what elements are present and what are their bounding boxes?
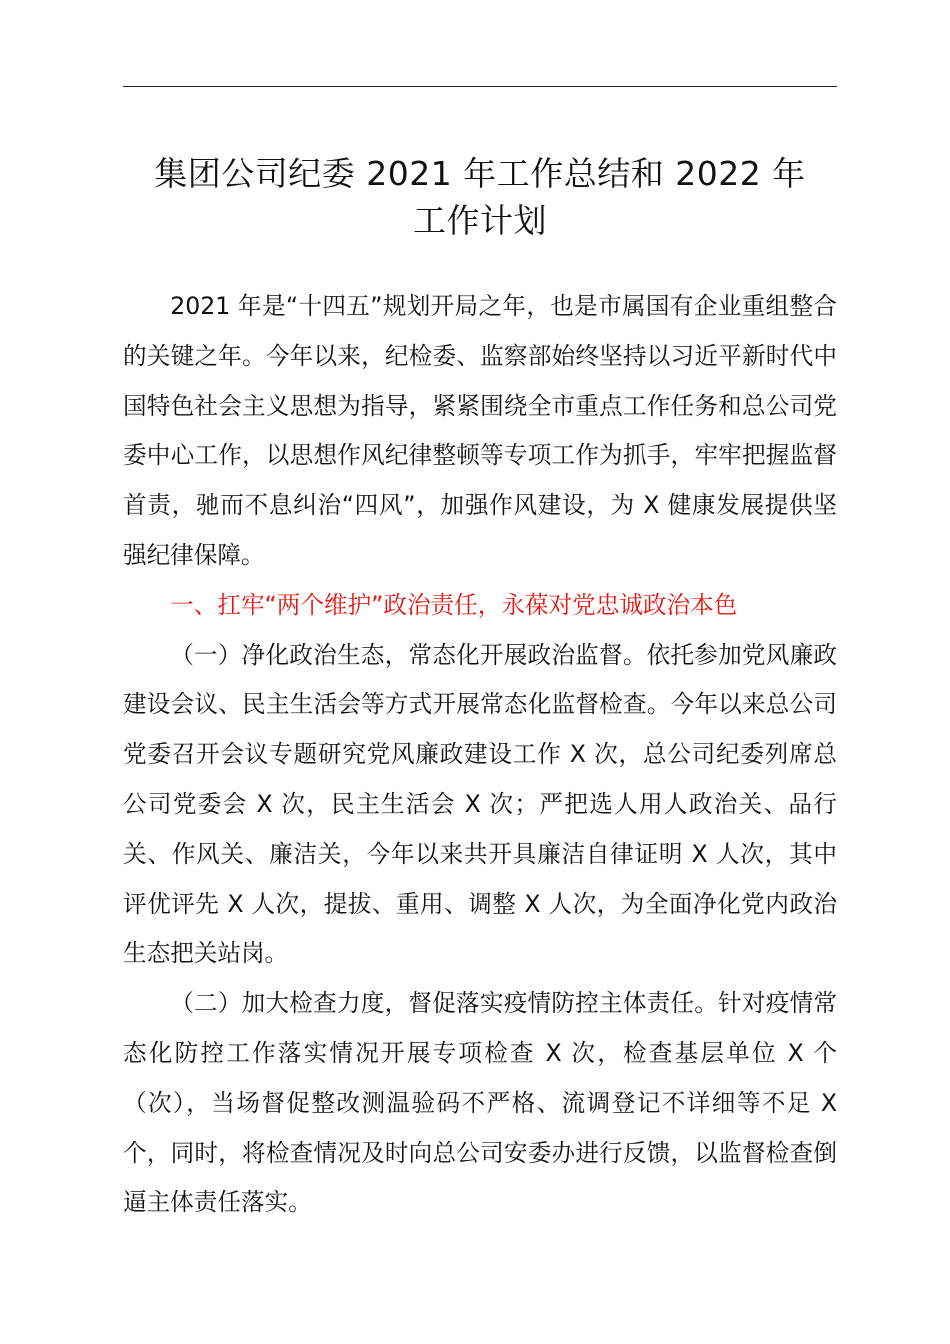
document-body [123,282,837,1228]
section-heading-1: 一、扛牢“两个维护”政治责任，永葆对党忠诚政治本色 [170,590,738,619]
document-title-line-1: 集团公司纪委 2021 年工作总结和 2022 年 [154,154,806,193]
intro-paragraph: 2021 年是“十四五”规划开局之年，也是市属国有企业重组整合的关键之年。今年以来，纪检委、监察部始终坚持以习近平新时代中国特色社会主义思想为指导，紧紧围绕全市重点工作任务和总公司党委中心工作，以思想作风纪律整顿等专项工作为抓手，牢牢把握监督首责，驰而不息纠治“四风”，加强作风建设，为 X 健康发展提供坚强纪律保障。 [123,292,837,569]
header-rule [123,86,837,87]
document-title-line-2: 工作计划 [413,201,547,240]
document-title [123,150,837,244]
paragraph-epidemic-inspection: （二）加大检查力度，督促落实疫情防控主体责任。针对疫情常态化防控工作落实情况开展专项检查 X 次，检查基层单位 X 个（次），当场督促整改测温验码不严格、流调登记不详细等不足 X 个，同时，将检查情况及时向总公司安委办进行反馈，以监督检查倒逼主体责任落实。 [123,989,837,1217]
paragraph-political-supervision: （一）净化政治生态，常态化开展政治监督。依托参加党风廉政建设会议、民主生活会等方式开展常态化监督检查。今年以来总公司党委召开会议专题研究党风廉政建设工作 X 次，总公司纪委列席总公司党委会 X 次，民主生活会 X 次；严把选人用人政治关、品行关、作风关、廉洁关，今年以来共开具廉洁自律证明 X 人次，其中评优评先 X 人次，提拔、重用、调整 X 人次，为全面净化党内政治生态把关站岗。 [123,640,837,968]
